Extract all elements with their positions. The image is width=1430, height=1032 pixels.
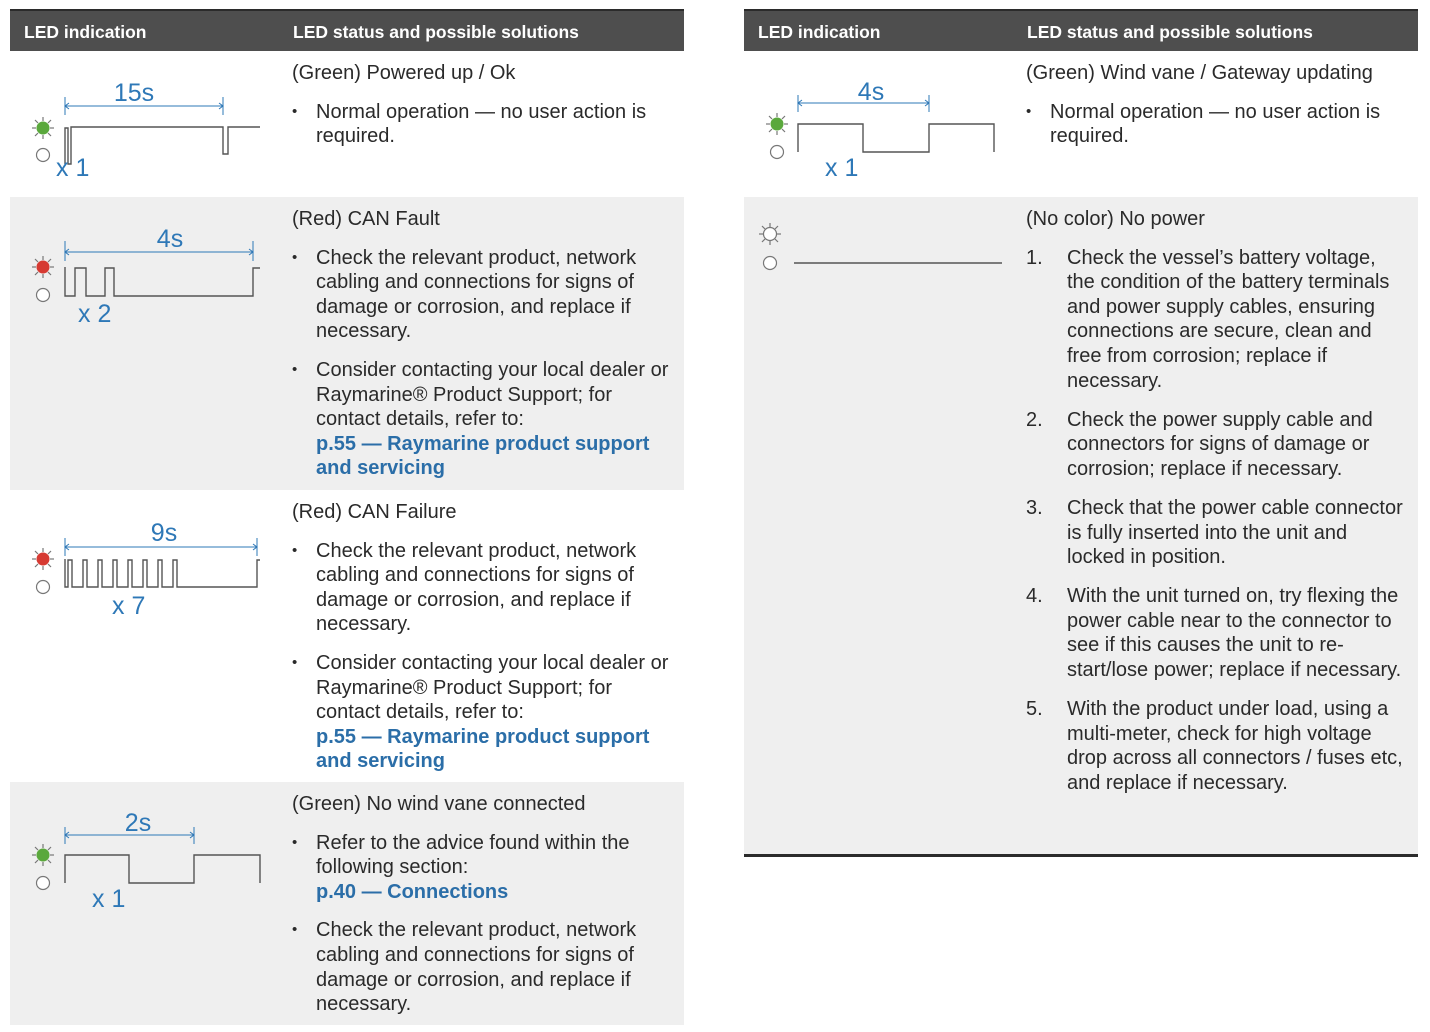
count-label: x 1: [92, 885, 126, 913]
solution-list: [292, 831, 672, 1017]
status-title: (Green) No wind vane connected: [292, 793, 586, 815]
led-diagram-no-power: [744, 197, 1014, 397]
led-diagram-updating: [744, 51, 1014, 197]
led-unlit-icon: [759, 223, 781, 245]
led-off-icon: [771, 146, 784, 159]
led-diagram-powered-up: [10, 51, 280, 197]
duration-label: 9s: [150, 519, 178, 547]
duration-label: 2s: [124, 809, 152, 837]
count-label: x 1: [56, 154, 90, 182]
list-item: 2. Check the power supply cable and connectors for signs of damage or corrosion; replace if necessary.: [1026, 408, 1373, 480]
table-row: [10, 782, 684, 1025]
support-link[interactable]: p.55 — Raymarine product support and servicing: [316, 725, 650, 773]
led-off-icon: [37, 581, 50, 594]
led-lit-icon: [32, 548, 54, 570]
pulse-waveform: [798, 124, 994, 152]
led-lit-icon: [32, 256, 54, 278]
led-lit-icon: [766, 113, 788, 135]
list-item: • Check the relevant product, network cabling and connections for signs of damage or corrosion, and replace if necessary.: [292, 918, 672, 1016]
table-row: [10, 197, 684, 490]
header-led-status: LED status and possible solutions: [1027, 22, 1313, 42]
list-item: • Consider contacting your local dealer or Raymarine® Product Support; for contact details, refer to: p.55 — Raymarine product support and servicing: [292, 651, 672, 774]
status-title: (Green) Wind vane / Gateway updating: [1026, 62, 1373, 84]
pulse-waveform: [65, 267, 260, 296]
support-link[interactable]: p.55 — Raymarine product support and servicing: [316, 432, 650, 480]
list-item: • Check the relevant product, network cabling and connections for signs of damage or corrosion, and replace if necessary.: [292, 539, 672, 637]
header-led-status: LED status and possible solutions: [293, 22, 579, 42]
led-table-right: [744, 9, 1418, 857]
duration-label: 15s: [113, 79, 155, 107]
count-label: x 2: [78, 300, 112, 328]
list-item: 5. With the product under load, using a multi-meter, check for high voltage drop across all connectors / fuses etc, and replace if necessary.: [1026, 698, 1403, 794]
table-row: [744, 51, 1418, 197]
status-title: (Green) Powered up / Ok: [292, 62, 516, 84]
solution-list: [292, 246, 672, 481]
status-title: (Red) CAN Failure: [292, 501, 457, 523]
list-item: 1. Check the vessel’s battery voltage, the condition of the battery terminals and power supply cables, ensuring connections are secure, clean and free from corrosion; replace if necessary.: [1026, 246, 1390, 392]
header-led-indication: LED indication: [758, 22, 881, 42]
header-led-indication: LED indication: [24, 22, 147, 42]
list-item: • Normal operation — no user action is required.: [1026, 100, 1406, 149]
pulse-waveform: [65, 559, 260, 587]
list-item: • Refer to the advice found within the following section: p.40 — Connections: [292, 831, 672, 905]
led-lit-icon: [32, 117, 54, 139]
table-header: [10, 9, 684, 51]
led-off-icon: [37, 877, 50, 890]
led-off-icon: [37, 289, 50, 302]
list-item: 3. Check that the power cable connector is fully inserted into the unit and locked in position.: [1026, 496, 1403, 569]
led-diagram-can-fault: [10, 197, 280, 490]
table-row: [744, 197, 1418, 854]
status-title: (No color) No power: [1026, 208, 1205, 230]
table-row: [10, 490, 684, 782]
led-off-icon: [37, 149, 50, 162]
count-label: x 7: [112, 592, 146, 620]
connections-link[interactable]: p.40 — Connections: [316, 880, 509, 903]
solution-list: [1026, 100, 1406, 149]
pulse-waveform: [65, 127, 260, 164]
led-diagram-no-wind-vane: [10, 782, 280, 1025]
solution-steps: [1026, 246, 1406, 796]
list-item: • Consider contacting your local dealer or Raymarine® Product Support; for contact details, refer to: p.55 — Raymarine product support and servicing: [292, 358, 672, 481]
solution-list: [292, 100, 672, 149]
table-header: [744, 9, 1418, 51]
solution-list: [292, 539, 672, 774]
status-title: (Red) CAN Fault: [292, 208, 440, 230]
count-label: x 1: [825, 154, 859, 182]
pulse-waveform: [65, 855, 260, 883]
duration-label: 4s: [156, 225, 184, 253]
list-item: 4. With the unit turned on, try flexing the power cable near to the connector to see if this causes the unit to re-start/lose power; replace if necessary.: [1026, 585, 1402, 681]
led-off-icon: [764, 257, 777, 270]
led-lit-icon: [32, 844, 54, 866]
table-row: [10, 51, 684, 197]
led-diagram-can-failure: [10, 490, 280, 782]
led-table-left: [10, 9, 684, 1025]
list-item: • Normal operation — no user action is required.: [292, 100, 672, 149]
list-item: • Check the relevant product, network cabling and connections for signs of damage or corrosion, and replace if necessary.: [292, 246, 672, 344]
duration-label: 4s: [857, 78, 885, 106]
